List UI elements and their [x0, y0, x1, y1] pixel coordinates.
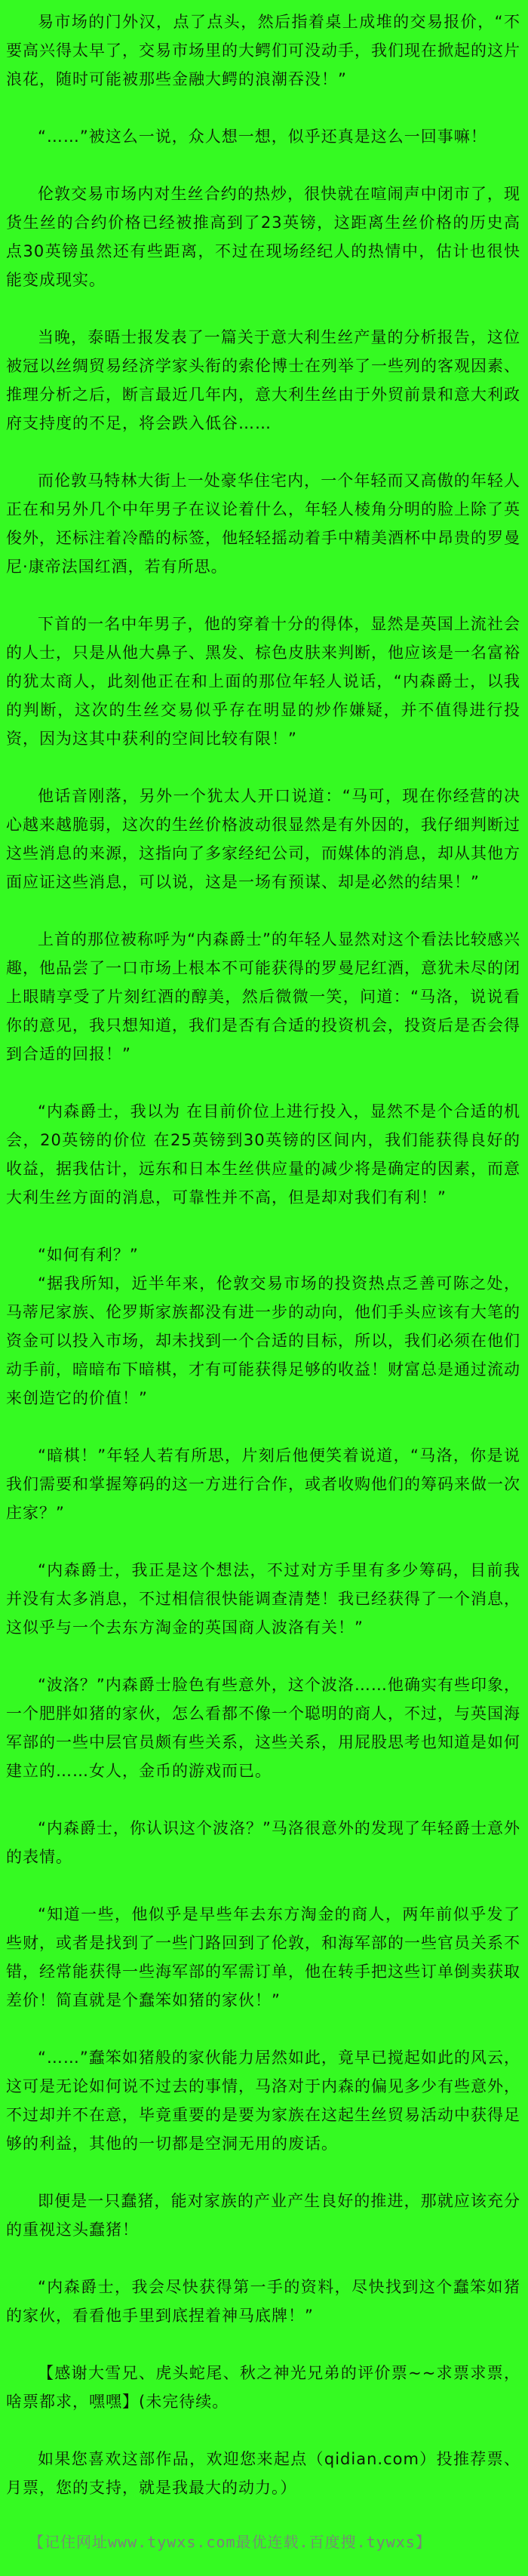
novel-paragraph: “如何有利？” [38, 1246, 139, 1264]
novel-paragraph: “内森爵士，我会尽快获得第一手的资料，尽快找到这个蠢笨如猪的家伙，看看他手里到底捏着神马底牌！” [6, 2278, 520, 2325]
novel-paragraph: “……”蠢笨如猪般的家伙能力居然如此，竟早已搅起如此的风云，这可是无论如何说不过去的事情，马洛对于内森的偏见多少有些意外，不过却并不在意，毕竟重要的是要为家族在这起生丝贸易活动中获得足够的利益，其他的一切都是空洞无用的废话。 [6, 2049, 520, 2153]
site-footer-note: 【记住网址www.tywxs.com最优连载.百度搜.tywxs】 [29, 2533, 431, 2551]
novel-paragraph: 伦敦交易市场内对生丝合约的热炒，很快就在喧闹声中闭市了，现货生丝的合约价格已经被推高到了23英镑，这距离生丝价格的历史高点30英镑虽然还有些距离，不过在现场经纪人的热情中，估计也很快能变成现实。 [6, 185, 520, 289]
novel-paragraph: “暗棋！”年轻人若有所思，片刻后他便笑着说道，“马洛，你是说我们需要和掌握筹码的这一方进行合作，或者收购他们的筹码来做一次庄家？” [6, 1446, 520, 1522]
novel-paragraph: “……”被这么一说，众人想一想，似乎还真是这么一回事嘛！ [38, 128, 487, 146]
novel-paragraph: “内森爵士，你认识这个波洛？”马洛很意外的发现了年轻爵士意外的表情。 [6, 1819, 520, 1866]
novel-paragraph: 如果您喜欢这部作品，欢迎您来起点（qidian.com）投推荐票、月票，您的支持，就是我最大的动力。） [6, 2450, 520, 2497]
novel-paragraph: 他话音刚落，另外一个犹太人开口说道：“马可，现在你经营的决心越来越脆弱，这次的生丝价格波动很显然是有外因的，我仔细判断过这些消息的来源，这指向了多家经纪公司，而媒体的消息，却从其他方面应证这些消息，可以说，这是一场有预谋、却是必然的结果！” [6, 787, 520, 891]
novel-paragraph: “知道一些，他似乎是早些年去东方淘金的商人，两年前似乎发了些财，或者是找到了一些门路回到了伦敦，和海军部的一些官员关系不错，经常能获得一些海军部的军需订单，他在转手把这些订单倒卖获取差价！简直就是个蠢笨如猪的家伙！” [6, 1905, 520, 2009]
novel-paragraph: “内森爵士，我以为 在目前价位上进行投入，显然不是个合适的机会，20英镑的价位 在25英镑到30英镑的区间内，我们能获得良好的收益，据我估计，远东和日本生丝供应量的减少将是确定的因素，而意大利生丝方面的消息，可靠性并不高，但是却对我们有利！” [6, 1102, 520, 1207]
novel-paragraph: 下首的一名中年男子，他的穿着十分的得体，显然是英国上流社会的人士，只是从他大鼻子、黑发、棕色皮肤来判断，他应该是一名富裕的犹太商人，此刻他正在和上面的那位年轻人说话，“内森爵士，以我的判断，这次的生丝交易似乎存在明显的炒作嫌疑，并不值得进行投资，因为这其中获利的空间比较有限！” [6, 615, 520, 748]
novel-body [6, 8, 520, 2502]
novel-paragraph: 易市场的门外汉，点了点头，然后指着桌上成堆的交易报价，“不要高兴得太早了，交易市场里的大鳄们可没动手，我们现在掀起的这片浪花，随时可能被那些金融大鳄的浪潮吞没！” [6, 13, 520, 88]
novel-paragraph: 而伦敦马特林大街上一处豪华住宅内，一个年轻而又高傲的年轻人正在和另外几个中年男子在议论着什么，年轻人棱角分明的脸上除了英俊外，还标注着冷酷的标签，他轻轻摇动着手中精美酒杯中昂贵的罗曼尼·康帝法国红酒，若有所思。 [6, 472, 520, 576]
novel-paragraph: 当晚，泰晤士报发表了一篇关于意大利生丝产量的分析报告，这位被冠以丝绸贸易经济学家头衔的索伦博士在列举了一些列的客观因素、推理分析之后，断言最近几年内，意大利生丝由于外贸前景和意大利政府支持度的不足，将会跌入低谷…… [6, 328, 520, 432]
novel-paragraph: “据我所知，近半年来，伦敦交易市场的投资热点乏善可陈之处，马蒂尼家族、伦罗斯家族都没有进一步的动向，他们手头应该有大笔的资金可以投入市场，却未找到一个合适的目标，所以，我们必须在他们动手前，暗暗布下暗棋，才有可能获得足够的收益！财富总是通过流动来创造它的价值！” [6, 1274, 520, 1407]
novel-paragraph: 【感谢大雪兄、虎头蛇尾、秋之神光兄弟的评价票~~求票求票，啥票都求，嘿嘿】(未完待续。 [6, 2364, 520, 2411]
novel-paragraph: “波洛？”内森爵士脸色有些意外，这个波洛……他确实有些印象，一个肥胖如猪的家伙，怎么看都不像一个聪明的商人，不过，与英国海军部的一些中层官员颇有些关系，这些关系，用屁股思考也知道是如何建立的……女人，金币的游戏而已。 [6, 1676, 520, 1780]
novel-paragraph: “内森爵士，我正是这个想法，不过对方手里有多少筹码，目前我并没有太多消息，不过相信很快能调查清楚！我已经获得了一个消息，这似乎与一个去东方淘金的英国商人波洛有关！” [6, 1561, 520, 1637]
novel-paragraph: 即便是一只蠢猪，能对家族的产业产生良好的推进，那就应该充分的重视这头蠢猪！ [6, 2192, 520, 2239]
novel-paragraph: 上首的那位被称呼为“内森爵士”的年轻人显然对这个看法比较感兴趣，他品尝了一口市场上根本不可能获得的罗曼尼红酒，意犹未尽的闭上眼睛享受了片刻红酒的醇美，然后微微一笑，问道：“马洛，说说看你的意见，我只想知道，我们是否有合适的投资机会，投资后是否会得到合适的回报！” [6, 930, 520, 1063]
